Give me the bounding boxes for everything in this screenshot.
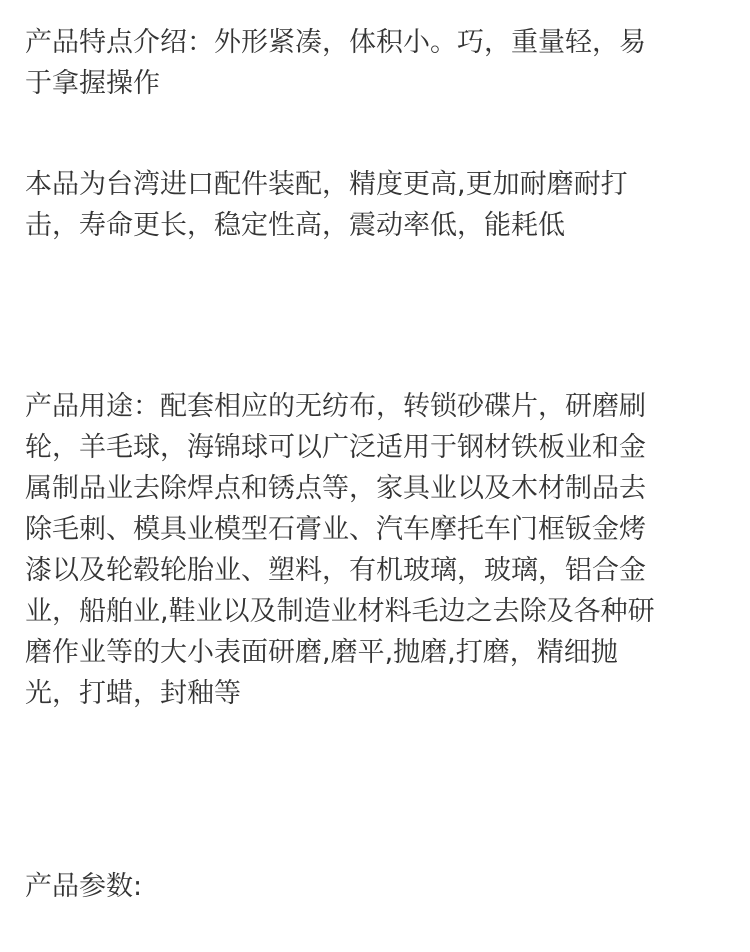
usage-line-1: 产品用途：配套相应的无纺布，转锁砂碟片，研磨刷 <box>25 391 646 422</box>
quality-line-2: 击，寿命更长，稳定性高，震动率低，能耗低 <box>25 210 565 241</box>
quality-paragraph <box>25 164 725 246</box>
usage-line-3: 属制品业去除焊点和锈点等，家具业以及木材制品去 <box>25 473 646 504</box>
params-paragraph <box>25 866 725 907</box>
params-heading: 产品参数: <box>25 871 143 902</box>
usage-paragraph <box>25 386 725 714</box>
quality-line-1: 本品为台湾进口配件装配，精度更高,更加耐磨耐打 <box>25 169 628 200</box>
usage-line-6: 业，船舶业,鞋业以及制造业材料毛边之去除及各种研 <box>25 596 655 627</box>
usage-line-8: 光，打蜡，封釉等 <box>25 678 241 709</box>
usage-line-4: 除毛刺、模具业模型石膏业、汽车摩托车门框钣金烤 <box>25 514 646 545</box>
spacer <box>25 246 725 386</box>
spacer <box>25 714 725 866</box>
product-description <box>25 22 725 907</box>
features-paragraph <box>25 22 725 104</box>
usage-line-2: 轮，羊毛球，海锦球可以广泛适用于钢材铁板业和金 <box>25 432 646 463</box>
features-line-1: 产品特点介绍：外形紧凑，体积小。巧，重量轻，易 <box>25 27 646 58</box>
features-line-2: 于拿握操作 <box>25 68 160 99</box>
usage-line-5: 漆以及轮毂轮胎业、塑料，有机玻璃，玻璃，铝合金 <box>25 555 646 586</box>
usage-line-7: 磨作业等的大小表面研磨,磨平,抛磨,打磨，精细抛 <box>25 637 618 668</box>
spacer <box>25 104 725 164</box>
